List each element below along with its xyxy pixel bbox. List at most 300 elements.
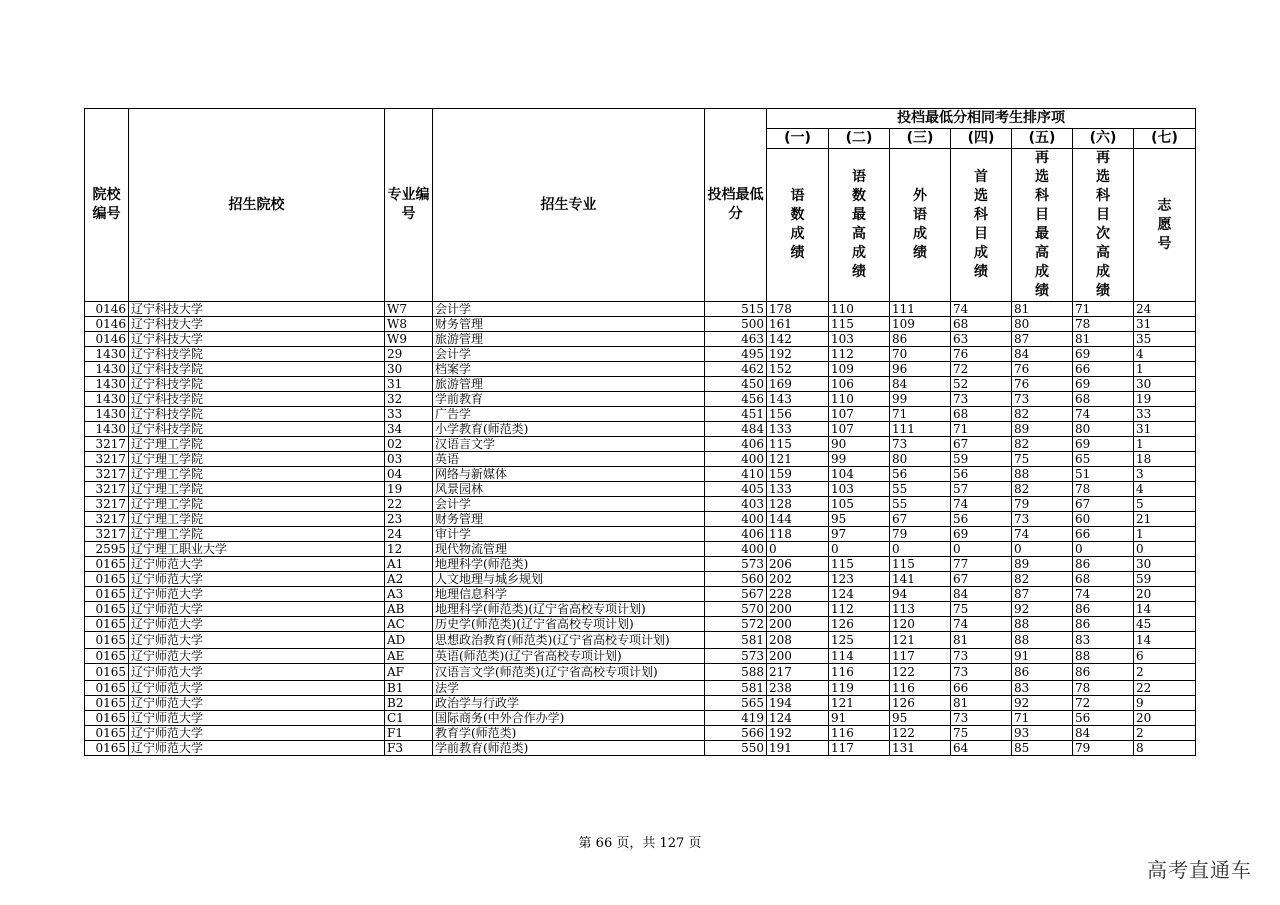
cell-tie-4: 73	[951, 392, 1012, 407]
cell-tie-6: 86	[1073, 664, 1134, 681]
cell-tie-3: 116	[890, 681, 951, 696]
cell-min-score: 570	[705, 602, 767, 617]
cell-tie-3: 131	[890, 741, 951, 756]
cell-tie-3: 126	[890, 696, 951, 711]
table-row	[85, 302, 1196, 317]
cell-tie-1: 0	[767, 542, 829, 557]
cell-tie-5: 82	[1012, 482, 1073, 497]
cell-tie-6: 83	[1073, 632, 1134, 649]
cell-tie-2: 121	[829, 696, 890, 711]
cell-tie-1: 202	[767, 572, 829, 587]
cell-major-code: 23	[385, 512, 433, 527]
cell-tie-2: 104	[829, 467, 890, 482]
cell-college-code: 0146	[85, 332, 129, 347]
cell-tie-6: 71	[1073, 302, 1134, 317]
table-body	[85, 302, 1196, 756]
header-chinese-math-max: 语数最高成绩	[829, 149, 890, 302]
cell-tie-5: 88	[1012, 467, 1073, 482]
table-row	[85, 452, 1196, 467]
cell-major-name: 财务管理	[433, 317, 705, 332]
header-tie-group: 投档最低分相同考生排序项	[767, 109, 1196, 129]
cell-tie-6: 68	[1073, 572, 1134, 587]
cell-major-name: 法学	[433, 681, 705, 696]
cell-tie-4: 66	[951, 681, 1012, 696]
cell-major-name: 汉语言文学(师范类)(辽宁省高校专项计划)	[433, 664, 705, 681]
cell-tie-7: 14	[1134, 632, 1196, 649]
cell-major-code: A1	[385, 557, 433, 572]
cell-tie-4: 56	[951, 512, 1012, 527]
cell-tie-4: 81	[951, 696, 1012, 711]
cell-college-name: 辽宁科技大学	[129, 332, 385, 347]
cell-tie-6: 80	[1073, 422, 1134, 437]
header-major-code: 专业编号	[385, 109, 433, 302]
cell-tie-1: 200	[767, 649, 829, 664]
cell-major-name: 小学教育(师范类)	[433, 422, 705, 437]
cell-min-score: 400	[705, 452, 767, 467]
cell-tie-4: 73	[951, 711, 1012, 726]
cell-tie-1: 194	[767, 696, 829, 711]
cell-tie-5: 82	[1012, 572, 1073, 587]
cell-major-name: 思想政治教育(师范类)(辽宁省高校专项计划)	[433, 632, 705, 649]
cell-tie-5: 76	[1012, 362, 1073, 377]
cell-tie-6: 66	[1073, 362, 1134, 377]
cell-min-score: 450	[705, 377, 767, 392]
cell-college-code: 0165	[85, 632, 129, 649]
cell-tie-6: 66	[1073, 527, 1134, 542]
table-row	[85, 696, 1196, 711]
cell-college-name: 辽宁师范大学	[129, 681, 385, 696]
cell-major-code: A2	[385, 572, 433, 587]
cell-tie-5: 86	[1012, 664, 1073, 681]
cell-tie-2: 103	[829, 482, 890, 497]
cell-tie-3: 117	[890, 649, 951, 664]
cell-major-code: AF	[385, 664, 433, 681]
cell-tie-2: 110	[829, 392, 890, 407]
cell-tie-1: 200	[767, 617, 829, 632]
header-first-subject: 首选科目成绩	[951, 149, 1012, 302]
cell-tie-6: 51	[1073, 467, 1134, 482]
cell-tie-5: 0	[1012, 542, 1073, 557]
cell-tie-3: 120	[890, 617, 951, 632]
header-major-name: 招生专业	[433, 109, 705, 302]
cell-tie-4: 71	[951, 422, 1012, 437]
cell-tie-1: 142	[767, 332, 829, 347]
cell-tie-4: 64	[951, 741, 1012, 756]
cell-tie-5: 75	[1012, 452, 1073, 467]
cell-college-code: 0165	[85, 587, 129, 602]
header-college-code: 院校编号	[85, 109, 129, 302]
cell-tie-7: 35	[1134, 332, 1196, 347]
cell-major-code: AE	[385, 649, 433, 664]
cell-college-code: 0165	[85, 681, 129, 696]
cell-tie-4: 59	[951, 452, 1012, 467]
header-tie-num-7: (七)	[1134, 129, 1196, 149]
cell-tie-5: 89	[1012, 422, 1073, 437]
cell-major-name: 教育学(师范类)	[433, 726, 705, 741]
cell-tie-7: 14	[1134, 602, 1196, 617]
cell-min-score: 572	[705, 617, 767, 632]
cell-major-code: 30	[385, 362, 433, 377]
table-row	[85, 497, 1196, 512]
cell-college-name: 辽宁师范大学	[129, 587, 385, 602]
cell-min-score: 567	[705, 587, 767, 602]
cell-tie-2: 115	[829, 557, 890, 572]
cell-major-code: 34	[385, 422, 433, 437]
cell-college-name: 辽宁理工学院	[129, 512, 385, 527]
cell-tie-5: 82	[1012, 407, 1073, 422]
cell-tie-6: 78	[1073, 681, 1134, 696]
cell-tie-6: 79	[1073, 741, 1134, 756]
cell-tie-5: 83	[1012, 681, 1073, 696]
cell-min-score: 463	[705, 332, 767, 347]
cell-college-name: 辽宁师范大学	[129, 711, 385, 726]
cell-tie-2: 95	[829, 512, 890, 527]
cell-min-score: 550	[705, 741, 767, 756]
cell-major-name: 国际商务(中外合作办学)	[433, 711, 705, 726]
cell-tie-2: 125	[829, 632, 890, 649]
cell-tie-1: 143	[767, 392, 829, 407]
header-elective-second: 再选科目次高成绩	[1073, 149, 1134, 302]
cell-tie-7: 22	[1134, 681, 1196, 696]
cell-major-name: 学前教育(师范类)	[433, 741, 705, 756]
cell-tie-5: 80	[1012, 317, 1073, 332]
cell-tie-5: 88	[1012, 617, 1073, 632]
cell-min-score: 573	[705, 649, 767, 664]
cell-tie-2: 115	[829, 317, 890, 332]
cell-tie-5: 92	[1012, 696, 1073, 711]
cell-tie-6: 0	[1073, 542, 1134, 557]
cell-tie-3: 84	[890, 377, 951, 392]
cell-tie-7: 19	[1134, 392, 1196, 407]
cell-tie-1: 156	[767, 407, 829, 422]
cell-college-code: 3217	[85, 512, 129, 527]
cell-min-score: 400	[705, 542, 767, 557]
cell-tie-4: 52	[951, 377, 1012, 392]
cell-tie-1: 152	[767, 362, 829, 377]
table-row	[85, 649, 1196, 664]
table-row	[85, 681, 1196, 696]
cell-college-name: 辽宁理工学院	[129, 482, 385, 497]
cell-tie-7: 31	[1134, 422, 1196, 437]
cell-tie-1: 115	[767, 437, 829, 452]
cell-major-name: 会计学	[433, 497, 705, 512]
cell-major-name: 人文地理与城乡规划	[433, 572, 705, 587]
cell-tie-3: 96	[890, 362, 951, 377]
cell-tie-1: 169	[767, 377, 829, 392]
cell-tie-2: 110	[829, 302, 890, 317]
cell-tie-6: 74	[1073, 587, 1134, 602]
cell-college-name: 辽宁科技学院	[129, 422, 385, 437]
cell-college-code: 0165	[85, 726, 129, 741]
cell-major-code: W7	[385, 302, 433, 317]
table-row	[85, 317, 1196, 332]
cell-tie-4: 84	[951, 587, 1012, 602]
cell-tie-7: 24	[1134, 302, 1196, 317]
cell-college-code: 3217	[85, 482, 129, 497]
table-row	[85, 741, 1196, 756]
cell-major-code: AB	[385, 602, 433, 617]
cell-major-name: 旅游管理	[433, 377, 705, 392]
cell-tie-3: 111	[890, 302, 951, 317]
cell-tie-3: 99	[890, 392, 951, 407]
cell-tie-2: 91	[829, 711, 890, 726]
cell-min-score: 403	[705, 497, 767, 512]
cell-tie-4: 81	[951, 632, 1012, 649]
cell-tie-5: 85	[1012, 741, 1073, 756]
cell-tie-1: 144	[767, 512, 829, 527]
cell-tie-2: 114	[829, 649, 890, 664]
cell-major-name: 地理科学(师范类)(辽宁省高校专项计划)	[433, 602, 705, 617]
cell-tie-5: 82	[1012, 437, 1073, 452]
cell-min-score: 405	[705, 482, 767, 497]
cell-tie-7: 59	[1134, 572, 1196, 587]
cell-tie-2: 103	[829, 332, 890, 347]
cell-tie-4: 77	[951, 557, 1012, 572]
cell-college-code: 1430	[85, 407, 129, 422]
cell-major-code: 32	[385, 392, 433, 407]
cell-college-name: 辽宁理工学院	[129, 467, 385, 482]
cell-college-name: 辽宁师范大学	[129, 632, 385, 649]
cell-tie-4: 67	[951, 437, 1012, 452]
cell-tie-4: 67	[951, 572, 1012, 587]
cell-tie-6: 69	[1073, 437, 1134, 452]
cell-tie-4: 68	[951, 407, 1012, 422]
cell-min-score: 500	[705, 317, 767, 332]
cell-tie-7: 0	[1134, 542, 1196, 557]
cell-tie-5: 71	[1012, 711, 1073, 726]
cell-major-code: F3	[385, 741, 433, 756]
cell-tie-3: 79	[890, 527, 951, 542]
cell-major-code: 24	[385, 527, 433, 542]
cell-tie-1: 238	[767, 681, 829, 696]
header-college-name: 招生院校	[129, 109, 385, 302]
cell-major-code: C1	[385, 711, 433, 726]
cell-tie-1: 228	[767, 587, 829, 602]
cell-min-score: 495	[705, 347, 767, 362]
header-chinese-math-score: 语数成绩	[767, 149, 829, 302]
cell-major-code: AC	[385, 617, 433, 632]
cell-tie-3: 55	[890, 482, 951, 497]
cell-min-score: 515	[705, 302, 767, 317]
cell-college-code: 3217	[85, 437, 129, 452]
cell-min-score: 419	[705, 711, 767, 726]
cell-college-code: 3217	[85, 467, 129, 482]
cell-tie-5: 81	[1012, 302, 1073, 317]
cell-major-name: 英语(师范类)(辽宁省高校专项计划)	[433, 649, 705, 664]
table-row	[85, 711, 1196, 726]
cell-min-score: 400	[705, 512, 767, 527]
cell-college-code: 1430	[85, 362, 129, 377]
cell-tie-6: 69	[1073, 377, 1134, 392]
cell-major-code: W8	[385, 317, 433, 332]
cell-college-code: 1430	[85, 347, 129, 362]
cell-college-code: 0165	[85, 664, 129, 681]
cell-min-score: 573	[705, 557, 767, 572]
cell-min-score: 451	[705, 407, 767, 422]
cell-major-code: F1	[385, 726, 433, 741]
cell-college-code: 0146	[85, 317, 129, 332]
cell-college-code: 0165	[85, 696, 129, 711]
table-row	[85, 726, 1196, 741]
cell-tie-2: 99	[829, 452, 890, 467]
table-row	[85, 542, 1196, 557]
cell-tie-7: 1	[1134, 527, 1196, 542]
cell-tie-2: 116	[829, 664, 890, 681]
table-row	[85, 347, 1196, 362]
cell-tie-7: 1	[1134, 362, 1196, 377]
cell-tie-2: 119	[829, 681, 890, 696]
cell-tie-2: 112	[829, 602, 890, 617]
cell-college-code: 1430	[85, 392, 129, 407]
cell-tie-7: 30	[1134, 557, 1196, 572]
cell-tie-4: 74	[951, 302, 1012, 317]
cell-major-name: 地理科学(师范类)	[433, 557, 705, 572]
cell-tie-3: 111	[890, 422, 951, 437]
cell-college-name: 辽宁科技学院	[129, 377, 385, 392]
cell-college-code: 0165	[85, 557, 129, 572]
header-tie-num-2: (二)	[829, 129, 890, 149]
cell-min-score: 560	[705, 572, 767, 587]
cell-tie-7: 2	[1134, 726, 1196, 741]
cell-tie-1: 200	[767, 602, 829, 617]
cell-tie-4: 0	[951, 542, 1012, 557]
cell-major-name: 广告学	[433, 407, 705, 422]
cell-tie-1: 217	[767, 664, 829, 681]
cell-tie-2: 123	[829, 572, 890, 587]
table-row	[85, 377, 1196, 392]
cell-tie-3: 73	[890, 437, 951, 452]
cell-min-score: 462	[705, 362, 767, 377]
header-tie-num-1: (一)	[767, 129, 829, 149]
cell-tie-7: 4	[1134, 347, 1196, 362]
cell-tie-4: 57	[951, 482, 1012, 497]
cell-tie-2: 112	[829, 347, 890, 362]
cell-tie-6: 86	[1073, 602, 1134, 617]
cell-tie-4: 73	[951, 664, 1012, 681]
cell-min-score: 588	[705, 664, 767, 681]
cell-tie-3: 115	[890, 557, 951, 572]
table-row	[85, 332, 1196, 347]
cell-college-code: 3217	[85, 452, 129, 467]
cell-major-code: W9	[385, 332, 433, 347]
table-row	[85, 632, 1196, 649]
cell-major-code: AD	[385, 632, 433, 649]
cell-tie-2: 106	[829, 377, 890, 392]
cell-college-name: 辽宁科技学院	[129, 362, 385, 377]
cell-tie-2: 126	[829, 617, 890, 632]
cell-min-score: 406	[705, 527, 767, 542]
header-tie-num-5: (五)	[1012, 129, 1073, 149]
cell-tie-3: 80	[890, 452, 951, 467]
cell-major-name: 学前教育	[433, 392, 705, 407]
cell-tie-4: 72	[951, 362, 1012, 377]
cell-tie-5: 88	[1012, 632, 1073, 649]
cell-major-code: 22	[385, 497, 433, 512]
cell-college-code: 1430	[85, 377, 129, 392]
cell-tie-7: 4	[1134, 482, 1196, 497]
cell-tie-6: 86	[1073, 617, 1134, 632]
cell-major-name: 旅游管理	[433, 332, 705, 347]
cell-tie-7: 5	[1134, 497, 1196, 512]
cell-tie-6: 84	[1073, 726, 1134, 741]
cell-major-name: 会计学	[433, 347, 705, 362]
cell-major-name: 地理信息科学	[433, 587, 705, 602]
cell-tie-7: 31	[1134, 317, 1196, 332]
cell-tie-4: 75	[951, 602, 1012, 617]
cell-tie-6: 86	[1073, 557, 1134, 572]
cell-college-name: 辽宁理工职业大学	[129, 542, 385, 557]
cell-tie-3: 56	[890, 467, 951, 482]
cell-tie-7: 20	[1134, 587, 1196, 602]
cell-major-name: 财务管理	[433, 512, 705, 527]
cell-major-name: 现代物流管理	[433, 542, 705, 557]
table-row	[85, 467, 1196, 482]
cell-tie-2: 107	[829, 422, 890, 437]
cell-college-name: 辽宁师范大学	[129, 617, 385, 632]
cell-tie-6: 68	[1073, 392, 1134, 407]
cell-min-score: 406	[705, 437, 767, 452]
cell-tie-7: 21	[1134, 512, 1196, 527]
header-preference-number: 志愿号	[1134, 149, 1196, 302]
cell-college-code: 0165	[85, 602, 129, 617]
cell-major-code: 04	[385, 467, 433, 482]
cell-major-code: B2	[385, 696, 433, 711]
table-row	[85, 572, 1196, 587]
cell-tie-3: 94	[890, 587, 951, 602]
cell-tie-2: 107	[829, 407, 890, 422]
cell-tie-4: 63	[951, 332, 1012, 347]
table-row	[85, 602, 1196, 617]
cell-tie-5: 73	[1012, 512, 1073, 527]
cell-tie-1: 206	[767, 557, 829, 572]
cell-tie-1: 133	[767, 422, 829, 437]
cell-tie-7: 18	[1134, 452, 1196, 467]
cell-college-code: 0165	[85, 649, 129, 664]
cell-college-name: 辽宁师范大学	[129, 696, 385, 711]
cell-tie-6: 78	[1073, 482, 1134, 497]
cell-college-code: 0165	[85, 572, 129, 587]
table-row	[85, 422, 1196, 437]
table-row	[85, 527, 1196, 542]
cell-tie-3: 113	[890, 602, 951, 617]
cell-tie-3: 67	[890, 512, 951, 527]
cell-major-name: 审计学	[433, 527, 705, 542]
cell-min-score: 410	[705, 467, 767, 482]
cell-tie-6: 78	[1073, 317, 1134, 332]
cell-college-name: 辽宁科技学院	[129, 347, 385, 362]
cell-major-code: A3	[385, 587, 433, 602]
page-footer: 第 66 页，共 127 页	[578, 836, 702, 851]
header-tie-num-4: (四)	[951, 129, 1012, 149]
header-foreign-language: 外语成绩	[890, 149, 951, 302]
table-row	[85, 407, 1196, 422]
cell-tie-3: 0	[890, 542, 951, 557]
cell-major-code: 03	[385, 452, 433, 467]
cell-major-name: 历史学(师范类)(辽宁省高校专项计划)	[433, 617, 705, 632]
header-elective-max: 再选科目最高成绩	[1012, 149, 1073, 302]
cell-tie-1: 159	[767, 467, 829, 482]
cell-tie-6: 56	[1073, 711, 1134, 726]
table-row	[85, 437, 1196, 452]
cell-tie-2: 117	[829, 741, 890, 756]
cell-tie-6: 67	[1073, 497, 1134, 512]
cell-tie-1: 118	[767, 527, 829, 542]
cell-college-name: 辽宁科技大学	[129, 302, 385, 317]
cell-tie-5: 79	[1012, 497, 1073, 512]
cell-tie-7: 45	[1134, 617, 1196, 632]
cell-major-code: B1	[385, 681, 433, 696]
cell-tie-3: 70	[890, 347, 951, 362]
